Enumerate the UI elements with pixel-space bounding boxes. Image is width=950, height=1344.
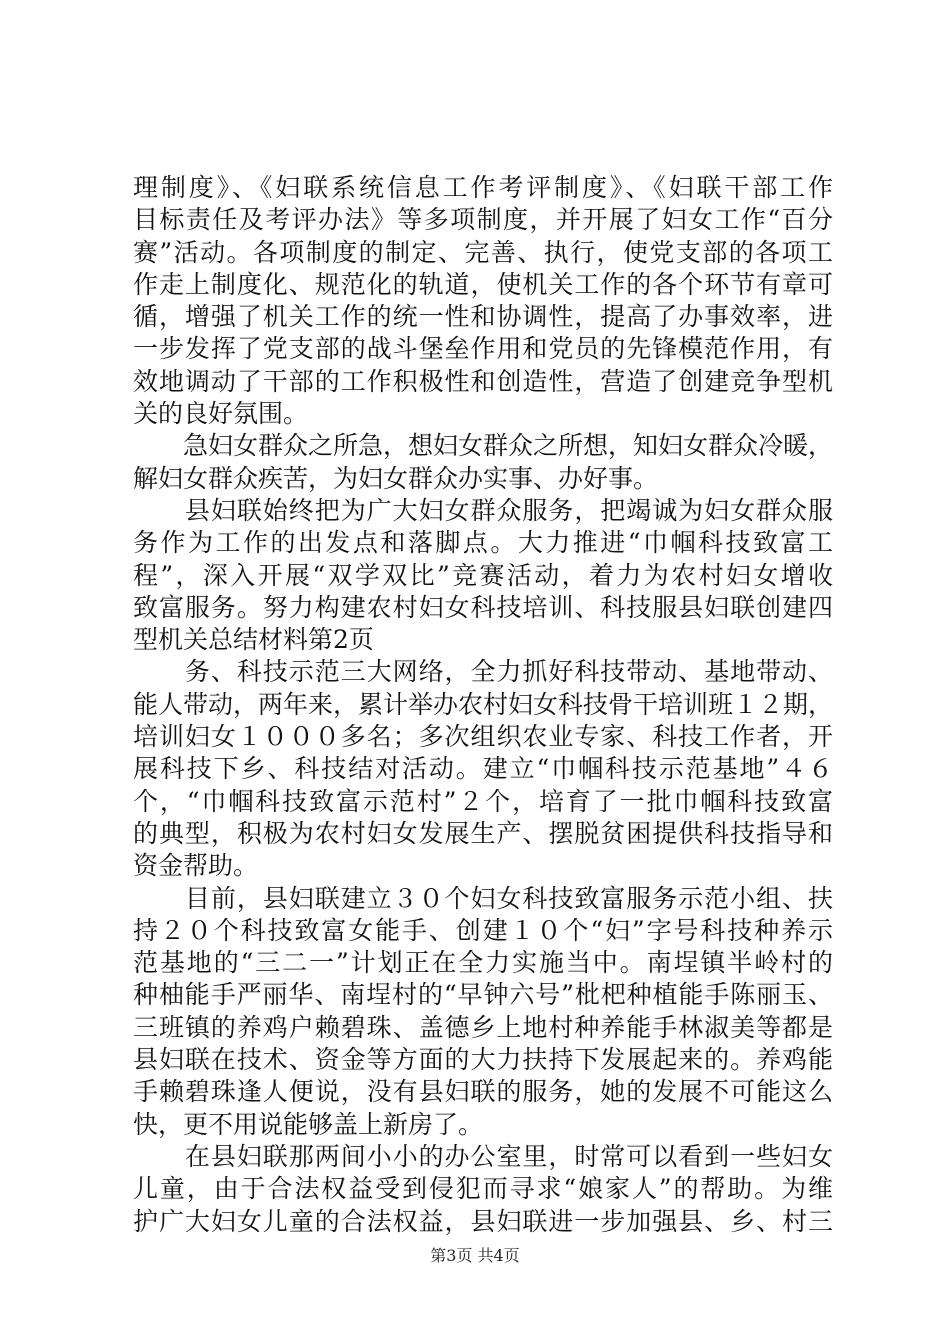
text-line: 效地调动了干部的工作积极性和创造性，营造了创建竞争型机: [133, 366, 833, 396]
text-line: 快，更不用说能够盖上新房了。: [133, 1109, 484, 1139]
text-line: 致富服务。努力构建农村妇女科技培训、科技服县妇联创建四: [133, 592, 833, 622]
page-indicator: 第3页 共4页: [430, 1246, 520, 1265]
document-body: [133, 172, 833, 1238]
text-line: 种柚能手严丽华、南埕村的“早钟六号”枇杷种植能手陈丽玉、: [133, 980, 833, 1010]
text-line: 目前，县妇联建立３０个妇女科技致富服务示范小组、扶: [133, 883, 833, 913]
text-line: 护广大妇女儿童的合法权益，县妇联进一步加强县、乡、村三: [133, 1206, 833, 1236]
text-line: 一步发挥了党支部的战斗堡垒作用和党员的先锋模范作用，有: [133, 334, 833, 364]
text-line: 急妇女群众之所急，想妇女群众之所想，知妇女群众冷暖，: [133, 431, 834, 461]
text-line: 在县妇联那两间小小的办公室里，时常可以看到一些妇女: [133, 1141, 833, 1171]
text-line: 展科技下乡、科技结对活动。建立“巾帼科技示范基地”４６: [133, 754, 833, 784]
text-line: 循，增强了机关工作的统一性和协调性，提高了办事效率，进: [133, 302, 833, 332]
text-line: 三班镇的养鸡户赖碧珠、盖德乡上地村种养能手林淑美等都是: [133, 1012, 833, 1042]
text-line: 县妇联始终把为广大妇女群众服务，把竭诚为妇女群众服: [133, 495, 833, 525]
text-line: 县妇联在技术、资金等方面的大力扶持下发展起来的。养鸡能: [133, 1045, 833, 1075]
text-line: 型机关总结材料第2页: [133, 625, 374, 655]
text-line: 持２０个科技致富女能手、创建１０个“妇”字号科技种养示: [133, 915, 833, 945]
page-footer: [0, 1246, 950, 1266]
text-line: 理制度》、《妇联系统信息工作考评制度》、《妇联干部工作: [133, 173, 833, 202]
text-line: 解妇女群众疾苦，为妇女群众办实事、办好事。: [133, 463, 659, 493]
text-line: 能人带动，两年来，累计举办农村妇女科技骨干培训班１２期，: [133, 689, 834, 719]
text-line: 关的良好氛围。: [133, 399, 309, 429]
text-line: 程”，深入开展“双学双比”竞赛活动，着力为农村妇女增收: [133, 560, 833, 590]
text-line: 作走上制度化、规范化的轨道，使机关工作的各个环节有章可: [133, 269, 833, 299]
text-line: 务作为工作的出发点和落脚点。大力推进“巾帼科技致富工: [133, 528, 833, 558]
text-line: 手赖碧珠逢人便说，没有县妇联的服务，她的发展不可能这么: [133, 1077, 833, 1107]
text-line: 赛”活动。各项制度的制定、完善、执行，使党支部的各项工: [133, 237, 833, 267]
text-line: 培训妇女１０００多名；多次组织农业专家、科技工作者，开: [133, 722, 833, 752]
text-line: 儿童，由于合法权益受到侵犯而寻求“娘家人”的帮助。为维: [133, 1174, 833, 1204]
text-line: 个，“巾帼科技致富示范村”２个，培育了一批巾帼科技致富: [133, 786, 833, 816]
text-line: 资金帮助。: [133, 851, 259, 881]
text-line: 的典型，积极为农村妇女发展生产、摆脱贫困提供科技指导和: [133, 818, 833, 848]
text-line: 目标责任及考评办法》等多项制度，并开展了妇女工作“百分: [133, 205, 833, 235]
text-line: 务、科技示范三大网络，全力抓好科技带动、基地带动、: [133, 657, 833, 687]
text-line: 范基地的“三二一”计划正在全力实施当中。南埕镇半岭村的: [133, 948, 833, 978]
